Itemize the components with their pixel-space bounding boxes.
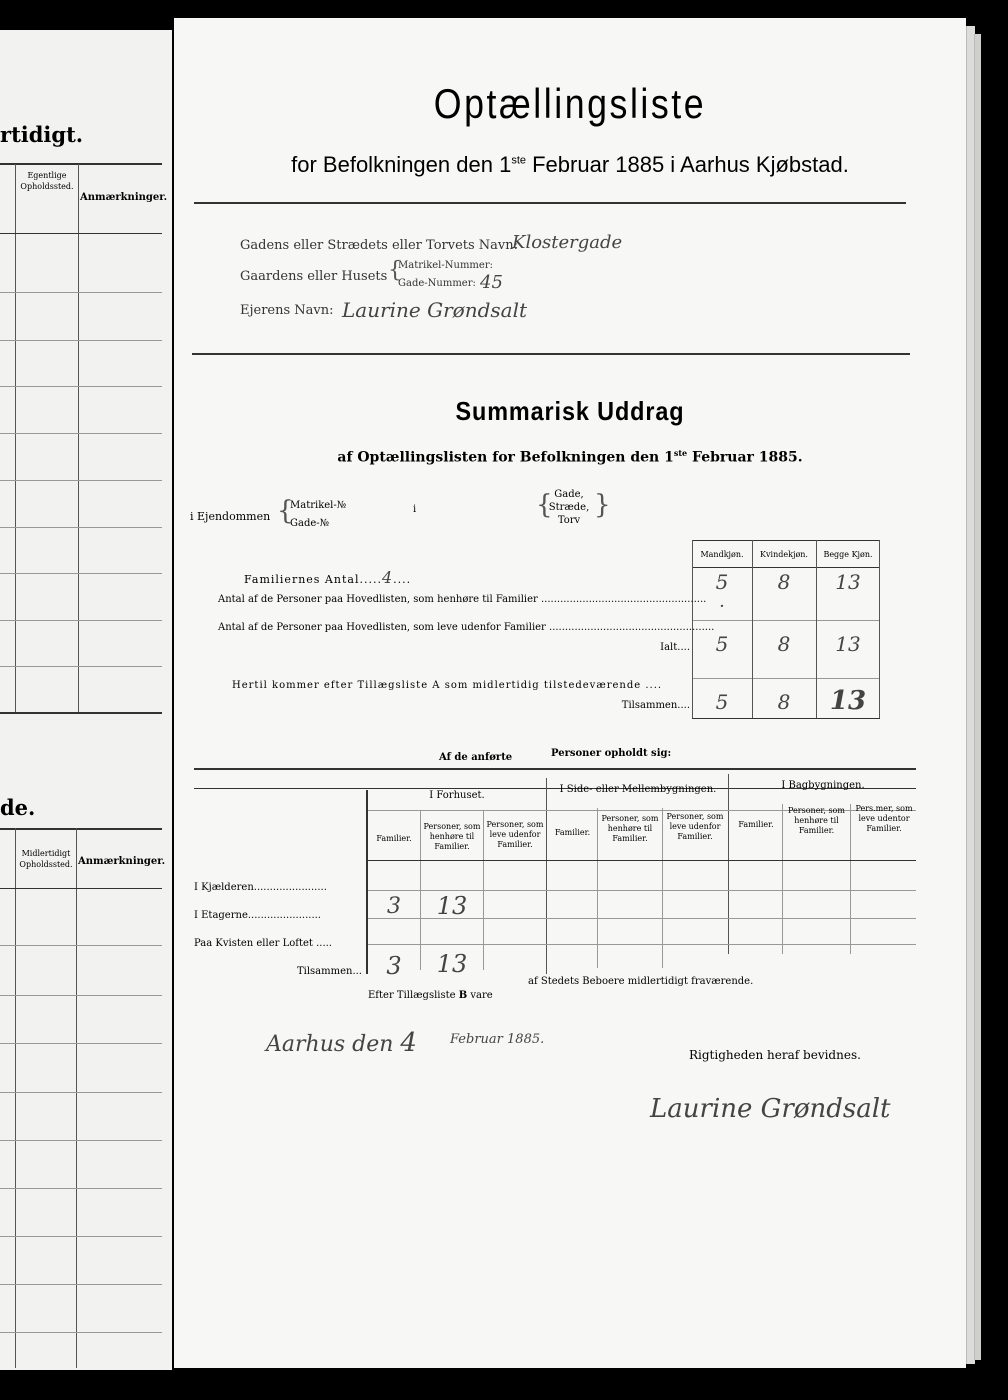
cell-b-r1: 13	[835, 570, 861, 594]
gender-table	[692, 540, 880, 720]
signature: Laurine Grøndsalt	[650, 1094, 891, 1124]
familiernes-label: Familiernes Antal.....4....	[244, 568, 412, 587]
sub-henhore: Personer, som henhøre til Familier.	[423, 822, 481, 851]
cell-k-r5: 8	[777, 690, 791, 714]
tilsammen-familier: 3	[386, 952, 402, 980]
sub-henhore: Personer, som henhøre til Familier.	[601, 814, 659, 843]
etagerne-familier: 3	[387, 894, 401, 919]
efter-tillaegsliste: Efter Tillægsliste B vare	[368, 990, 493, 1001]
left-heading-mid: de.	[0, 795, 36, 820]
row-kvisten: Paa Kvisten eller Loftet .....	[194, 938, 332, 949]
left-rule	[0, 233, 162, 234]
left-col-line	[15, 164, 16, 712]
sub-udenfor: Pers.mer, som leve udentor Familier.	[855, 804, 913, 833]
owner-value: Laurine Grøndsalt	[342, 298, 527, 322]
street-value: Klostergade	[512, 232, 623, 253]
street-label: Gadens eller Strædets eller Torvets Navn:	[240, 238, 519, 253]
gade-options: Gade, Stræde, Torv	[548, 489, 590, 526]
left-rule	[0, 712, 162, 714]
matrikel-label: Matrikel-Nummer:	[398, 260, 493, 271]
summary-subtitle: af Optællingslisten for Befolkningen den 1ste Februar 1885.	[337, 448, 803, 466]
group-forhuset: I Forhuset.	[429, 790, 485, 801]
sub-familier: Familier.	[738, 820, 774, 829]
house-label: Gaardens eller Husets	[240, 269, 388, 284]
residence-intro-b: Personer opholdt sig:	[551, 748, 672, 759]
col-begge: Begge Kjøn.	[823, 550, 873, 559]
left-col-egentlige: Egentlige Opholdssted.	[20, 171, 74, 191]
etagerne-personer: 13	[436, 892, 468, 920]
residence-top-rule	[194, 768, 916, 770]
title-rule	[194, 202, 906, 204]
page-subtitle: for Befolkningen den 1ste Februar 1885 i Aarhus Kjøbstad.	[291, 152, 849, 177]
page-title: Optællingsliste	[433, 80, 707, 127]
gade-nr-value: 45	[480, 272, 503, 293]
ejendom-gade: Gade-№	[290, 518, 330, 529]
col-kvindekjon: Kvindekjøn.	[760, 550, 808, 559]
cell-k-r3: 8	[777, 632, 791, 656]
col-mandkjon: Mandkjøn.	[700, 550, 744, 559]
sub-udenfor: Personer, som leve udenfor Familier.	[486, 820, 544, 849]
sub-familier: Familier.	[376, 834, 412, 843]
ejendom-matrikel: Matrikel-№	[290, 500, 347, 511]
cell-m-r3: 5	[715, 632, 729, 656]
right-page: Optællingsliste for Befolkningen den 1ste Februar 1885 i Aarhus Kjøbstad. Gadens eller Strædets eller Torvets Navn: Klostergade Gaardens eller Husets { Matrikel-Nummer: Gade-Nummer: 45 Ejerens Navn: Laurine Grøndsalt Summarisk Uddrag af Optællingslisten for Befolkningen den 1ste Februar 1885. i Ejendommen { Matrikel-№ Gade-№ i { Gade, Stræde, Torv } Mandkjøn. Kvindekjøn. Begge Kjøn. 5 8 13 · 5 8 13 5 8 13 Familiernes Antal.....4.... Antal af de Personer paa Hovedlisten, som henhøre til Familier .................................................... Antal af de Personer paa Hovedlisten, som leve udenfor Familier .................................................... Ialt.... Hertil kommer efter Tillægsliste A som midlertidig tilstedeværende .... Tilsammen.... Af de anførte Personer opholdt sig: I Forhuset. I Side- eller Mellembygningen. I Bagbygningen. Familier. Personer, som henhøre til Familier. Personer, som leve udenfor Familier. Familier. Personer, som henhøre til Familier. Personer, som leve udenfor Familier. Familier. Personer, som henhøre til Familier. Pers.mer, som leve udentor Familier. I Kjælderen....................... I Etagerne....................... Paa Kvisten eller Loftet ..... Tilsammen... 3 13 3 13 Efter Tillægsliste B vare af Stedets Beboere midlertidigt fraværende. Aarhus den 4 Februar 1885. Rigtigheden heraf bevidnes. Laurine Grøndsalt	[174, 18, 966, 1368]
summary-title: Summarisk Uddrag	[455, 396, 685, 426]
group-side: I Side- eller Mellembygningen.	[559, 784, 717, 795]
cell-m-r5: 5	[715, 690, 729, 714]
rigtigheden: Rigtigheden heraf bevidnes.	[689, 1048, 861, 1062]
row2-label: Antal af de Personer paa Hovedlisten, som leve udenfor Familier ....................................................	[218, 622, 715, 633]
sub-udenfor: Personer, som leve udenfor Familier.	[666, 812, 724, 841]
residence-intro-a: Af de anførte	[439, 752, 513, 763]
row-kjaelder: I Kjælderen.......................	[194, 882, 327, 893]
left-rule	[0, 828, 162, 830]
tilsammen-label: Tilsammen....	[621, 700, 690, 711]
ialt-label: Ialt....	[660, 642, 690, 653]
left-heading-top: rtidigt.	[0, 122, 84, 147]
left-col-midlertidigt: Midlertidigt Opholdssted.	[19, 849, 73, 869]
left-page	[0, 30, 172, 1370]
gade-nr-label: Gade-Nummer:	[398, 278, 476, 289]
hertil-label: Hertil kommer efter Tillægsliste A som midlertidig tilstedeværende ....	[232, 680, 663, 691]
left-col-line	[78, 164, 79, 712]
date-place: Aarhus den 4	[266, 1028, 417, 1058]
sub-henhore: Personer, som henhøre til Familier.	[788, 806, 845, 835]
tilsammen-personer: 13	[436, 950, 468, 978]
left-col-anm: Anmærkninger.	[78, 856, 166, 867]
fravaerende: af Stedets Beboere midlertidigt fraværende.	[528, 976, 754, 987]
cell-m-r2: ·	[719, 596, 725, 617]
cell-k-r1: 8	[777, 570, 791, 594]
row1-label: Antal af de Personer paa Hovedlisten, som henhøre til Familier ....................................................	[218, 594, 707, 605]
cell-b-r3: 13	[835, 632, 861, 656]
sub-familier: Familier.	[554, 828, 591, 837]
left-col-anm: Anmærkninger.	[80, 192, 168, 203]
left-rule	[0, 163, 162, 165]
owner-label: Ejerens Navn:	[240, 303, 334, 318]
cell-m-r1: 5	[715, 570, 729, 594]
ejendom-label: i Ejendommen	[190, 510, 271, 523]
cell-b-r5: 13	[829, 686, 867, 716]
group-bag: I Bagbygningen.	[781, 780, 865, 791]
date-month: Februar 1885.	[450, 1032, 545, 1047]
row-etagerne: I Etagerne.......................	[194, 910, 321, 921]
ejendom-i: i	[413, 504, 417, 515]
row-tilsammen: Tilsammen...	[296, 966, 362, 977]
address-rule	[192, 353, 910, 355]
